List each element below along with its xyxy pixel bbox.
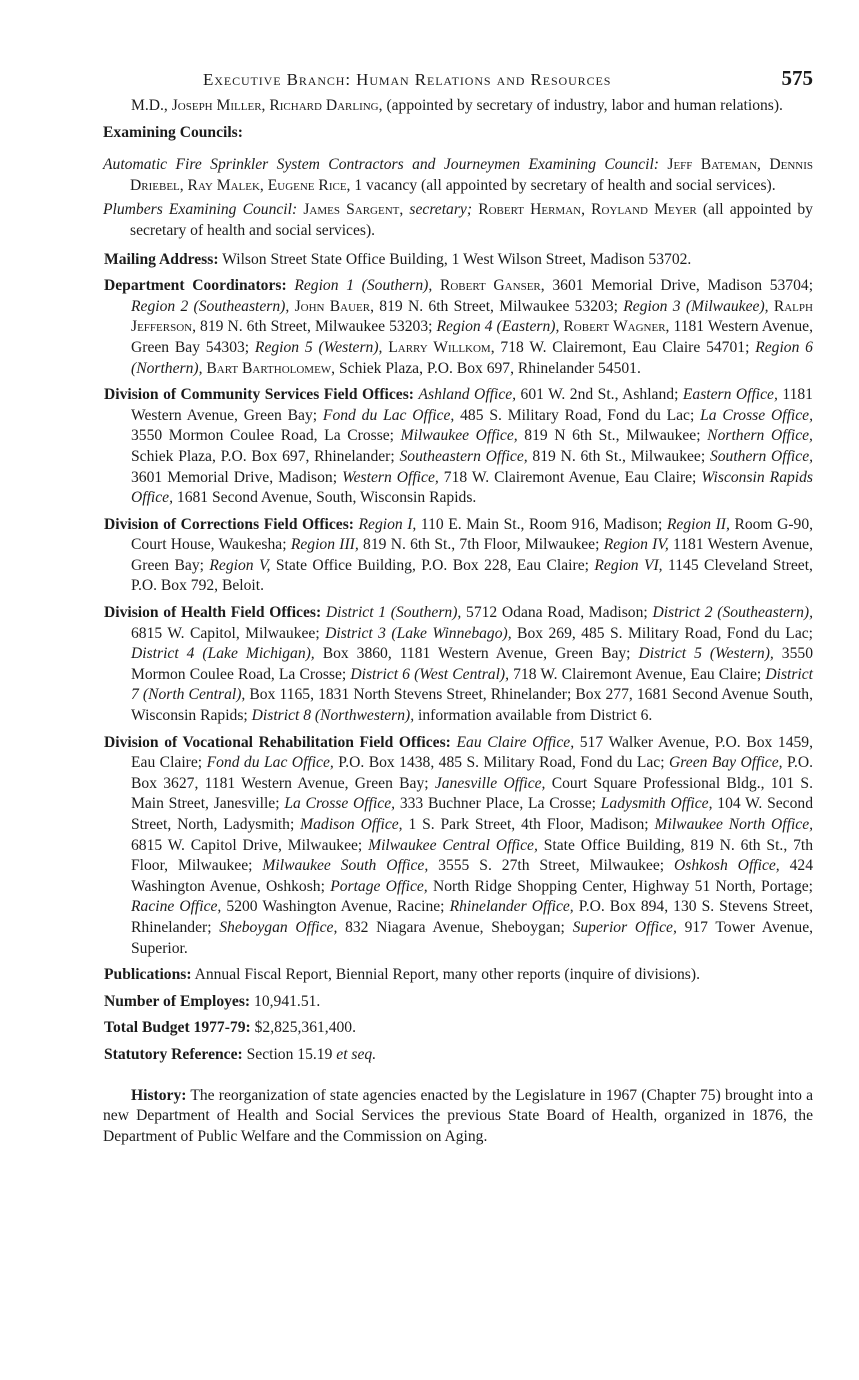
health-entry [103, 603, 813, 727]
region-6-label: Region 6 (Northern), [131, 338, 813, 377]
office-name: District 5 (Western), [638, 645, 774, 663]
office-address: 1181 Western Avenue, Green Bay; [131, 536, 813, 574]
office-address: 424 Washington Avenue, Oshkosh; [131, 857, 814, 895]
history-paragraph [103, 1086, 813, 1148]
office-name: Region III, [290, 536, 359, 554]
budget-value: $2,825,361,400. [254, 1019, 356, 1037]
office-address: 819 N. 6th St., 7th Floor, Milwaukee; [363, 536, 600, 554]
examining-councils-heading: Examining Councils: [103, 123, 243, 141]
office-name: Southern Office, [709, 447, 814, 465]
office-name: La Crosse Office, [284, 795, 396, 813]
sprinkler-council-note: 1 vacancy (all appointed by secretary of health and social services). [354, 176, 776, 194]
region-6-name: Bart Bartholomew, [206, 359, 336, 377]
office-address: Court Square Professional Bldg., 101 S. Main Street, Janesville; [131, 774, 814, 813]
region-2-address: 819 N. 6th Street, Milwaukee 53203; [379, 297, 618, 315]
budget-entry [103, 1018, 813, 1039]
plumbers-council-entry [103, 200, 813, 241]
plumbers-council-role: secretary; [409, 201, 473, 219]
region-1-name: Robert Ganser, [439, 277, 545, 295]
office-name: Ashland Office, [418, 386, 517, 404]
office-name: Janesville Office, [434, 774, 546, 792]
office-address: 104 W. Second Street, North, Ladysmith; [131, 795, 813, 833]
region-2-name: John Bauer, [294, 297, 374, 315]
running-head-title: Executive Branch: Human Relations and Resources [203, 70, 612, 89]
office-name: Oshkosh Office, [674, 857, 780, 875]
office-name: District 8 (Northwestern), [251, 707, 415, 725]
office-address: North Ridge Shopping Center, Highway 51 North, Portage; [432, 877, 813, 895]
office-address: 517 Walker Avenue, P.O. Box 1459, Eau Claire; [131, 733, 814, 772]
sprinkler-council-name: Automatic Fire Sprinkler System Contractors and Journeymen Examining Council: [103, 156, 659, 174]
office-name: Region VI, [594, 556, 663, 574]
office-name: Milwaukee North Office, [654, 816, 814, 833]
office-name: Region IV, [603, 536, 669, 554]
office-name: Region I, [358, 515, 417, 533]
office-name: Region V, [209, 556, 271, 574]
region-5-address: 718 W. Clairemont, Eau Claire 54701; [500, 338, 750, 356]
office-name: District 2 (Southeastern), [652, 604, 813, 622]
history-text: The reorganization of state agencies enacted by the Legislature in 1967 (Chapter 75) brought into a new Department of Health and Social Services the previous State Board of Health, organized in 1876, the Department of Public Welfare and the Commission on Aging. [103, 1086, 813, 1145]
region-1-address: 3601 Memorial Drive, Madison 53704; [552, 277, 814, 295]
office-name: Sheboygan Office, [219, 918, 338, 936]
publications-label: Publications: [104, 966, 192, 984]
employees-value: 10,941.51. [254, 992, 321, 1010]
sprinkler-council-members: Jeff Bateman, Dennis Driebel, Ray Malek, Eugene Rice, [130, 156, 813, 194]
mailing-address-label: Mailing Address: [104, 250, 219, 268]
office-name: District 7 (North Central), [131, 665, 813, 704]
office-address: 718 W. Clairemont Avenue, Eau Claire; [443, 468, 697, 486]
plumbers-council-member: James Sargent, [303, 201, 404, 219]
region-5-name: Larry Willkom, [388, 338, 495, 356]
office-address: 3555 S. 27th Street, Milwaukee; [438, 857, 665, 875]
office-address: 6815 W. Capitol Drive, Milwaukee; [131, 836, 363, 854]
office-name: Green Bay Office, [669, 754, 783, 772]
office-name: Rhinelander Office, [449, 898, 574, 916]
sprinkler-council-entry [103, 155, 813, 196]
office-address: 485 S. Military Road, Fond du Lac; [460, 406, 695, 424]
office-name: Eastern Office, [682, 386, 778, 404]
office-name: Eau Claire Office, [456, 733, 575, 751]
office-name: Milwaukee South Office, [262, 857, 429, 875]
region-2-label: Region 2 (Southeastern), [131, 297, 290, 315]
office-name: District 1 (Southern), [325, 604, 462, 622]
statutory-value: Section 15.19 [246, 1045, 333, 1063]
office-address: P.O. Box 894, 130 S. Stevens Street, Rhinelander; [131, 898, 814, 936]
office-name: Fond du Lac Office, [206, 754, 334, 772]
office-address: 3550 Mormon Coulee Road, La Crosse; [131, 645, 813, 683]
office-address: 6815 W. Capitol, Milwaukee; [131, 624, 320, 642]
region-4-label: Region 4 (Eastern), [436, 318, 560, 336]
office-address: 5200 Washington Avenue, Racine; [226, 898, 445, 916]
intro-paragraph [103, 96, 813, 117]
office-address: P.O. Box 1438, 485 S. Military Road, Fond du Lac; [338, 754, 665, 772]
office-address: Room G-90, Court House, Waukesha; [131, 515, 814, 554]
region-4-name: Robert Wagner, [563, 318, 670, 336]
office-address: 832 Niagara Avenue, Sheboygan; [345, 918, 565, 936]
office-name: Racine Office, [131, 898, 222, 916]
office-address: State Office Building, 819 N. 6th St., 7th Floor, Milwaukee; [131, 836, 813, 875]
mailing-address-value: Wilson Street State Office Building, 1 West Wilson Street, Madison 53702. [222, 250, 692, 268]
office-name: Milwaukee Central Office, [368, 836, 538, 854]
mailing-address-entry [103, 250, 813, 271]
office-address: Schiek Plaza, P.O. Box 697, Rhinelander; [131, 447, 395, 465]
office-name: Portage Office, [330, 877, 428, 895]
page-number: 575 [781, 66, 813, 90]
office-name: Madison Office, [300, 816, 403, 833]
office-name: District 6 (West Central), [350, 665, 509, 683]
region-3-label: Region 3 (Milwaukee), [623, 297, 769, 315]
statutory-entry [103, 1045, 813, 1066]
office-address: Box 3860, 1181 Western Avenue, Green Bay; [322, 645, 631, 663]
history-label: History: [131, 1086, 187, 1104]
statutory-suffix: et seq. [336, 1045, 377, 1063]
office-name: Region II, [666, 515, 730, 533]
office-address: 819 N 6th St., Milwaukee; [524, 427, 701, 445]
office-address: 1145 Cleveland Street, P.O. Box 792, Beloit. [131, 556, 813, 595]
coordinators-label: Department Coordinators: [104, 277, 287, 295]
employees-entry [103, 992, 813, 1013]
employees-label: Number of Employes: [104, 992, 251, 1010]
intro-names: M.D., Joseph Miller, Richard Darling, [131, 97, 383, 114]
office-name: Western Office, [342, 468, 439, 486]
office-address: 110 E. Main St., Room 916, Madison; [420, 515, 663, 533]
region-5-label: Region 5 (Western), [254, 338, 383, 356]
office-address: information available from District 6. [418, 707, 653, 725]
office-address: 3550 Mormon Coulee Road, La Crosse; [131, 427, 395, 445]
office-name: La Crosse Office, [700, 406, 813, 424]
office-address: 3601 Memorial Drive, Madison; [131, 468, 338, 486]
office-name: Wisconsin Rapids Office, [131, 468, 813, 507]
publications-value: Annual Fiscal Report, Biennial Report, many other reports (inquire of divisions). [194, 966, 700, 984]
office-address: 819 N. 6th St., Milwaukee; [532, 447, 706, 465]
office-address: 917 Tower Avenue, Superior. [131, 918, 814, 957]
office-address: 601 W. 2nd St., Ashland; [520, 386, 679, 404]
statutory-label: Statutory Reference: [104, 1045, 243, 1063]
office-name: Ladysmith Office, [600, 795, 713, 813]
community-services-entry [103, 385, 813, 509]
office-address: 333 Buchner Place, La Crosse; [399, 795, 596, 813]
intro-note: (appointed by secretary of industry, labor and human relations). [386, 97, 783, 114]
publications-entry [103, 965, 813, 986]
office-address: 1 S. Park Street, 4th Floor, Madison; [408, 816, 649, 833]
community-services-label: Division of Community Services Field Offices: [104, 386, 414, 404]
region-1-label: Region 1 (Southern), [294, 277, 433, 295]
office-address: Box 269, 485 S. Military Road, Fond du Lac; [517, 624, 813, 642]
office-name: Superior Office, [572, 918, 677, 936]
region-6-address: Schiek Plaza, P.O. Box 697, Rhinelander 54501. [339, 359, 641, 377]
department-coordinators-entry [103, 276, 813, 379]
office-name: Milwaukee Office, [400, 427, 518, 445]
office-address: 718 W. Clairemont Avenue, Eau Claire; [513, 665, 762, 683]
office-name: District 4 (Lake Michigan), [131, 645, 315, 663]
running-head [103, 64, 813, 94]
plumbers-council-note: (all appointed by secretary of health and social services). [130, 201, 813, 239]
vocational-entry [103, 733, 813, 960]
corrections-label: Division of Corrections Field Offices: [104, 515, 354, 533]
office-address: P.O. Box 3627, 1181 Western Avenue, Green Bay; [131, 754, 813, 792]
office-name: Fond du Lac Office, [322, 406, 455, 424]
office-address: State Office Building, P.O. Box 228, Eau Claire; [275, 556, 589, 574]
office-address: 5712 Odana Road, Madison; [466, 604, 648, 622]
corrections-entry [103, 515, 813, 597]
region-3-address: 819 N. 6th Street, Milwaukee 53203; [200, 318, 433, 336]
document-page [103, 64, 813, 1147]
office-address: 1181 Western Avenue, Green Bay; [131, 386, 813, 424]
region-3-name: Ralph Jefferson, [131, 297, 813, 336]
health-label: Division of Health Field Offices: [104, 604, 322, 622]
office-address: 1681 Second Avenue, South, Wisconsin Rapids. [176, 489, 477, 507]
vocational-label: Division of Vocational Rehabilitation Field Offices: [104, 733, 451, 751]
plumbers-council-name: Plumbers Examining Council: [103, 201, 298, 219]
plumbers-council-members: Robert Herman, Royland Meyer [478, 201, 697, 219]
office-address: Box 1165, 1831 North Stevens Street, Rhinelander; Box 277, 1681 Second Avenue South, Wisconsin Rapids; [131, 686, 813, 725]
office-name: Southeastern Office, [399, 447, 528, 465]
region-4-address: 1181 Western Avenue, Green Bay 54303; [131, 318, 813, 356]
office-name: District 3 (Lake Winnebago), [325, 624, 512, 642]
budget-label: Total Budget 1977-79: [104, 1019, 251, 1037]
office-name: Northern Office, [707, 427, 813, 445]
